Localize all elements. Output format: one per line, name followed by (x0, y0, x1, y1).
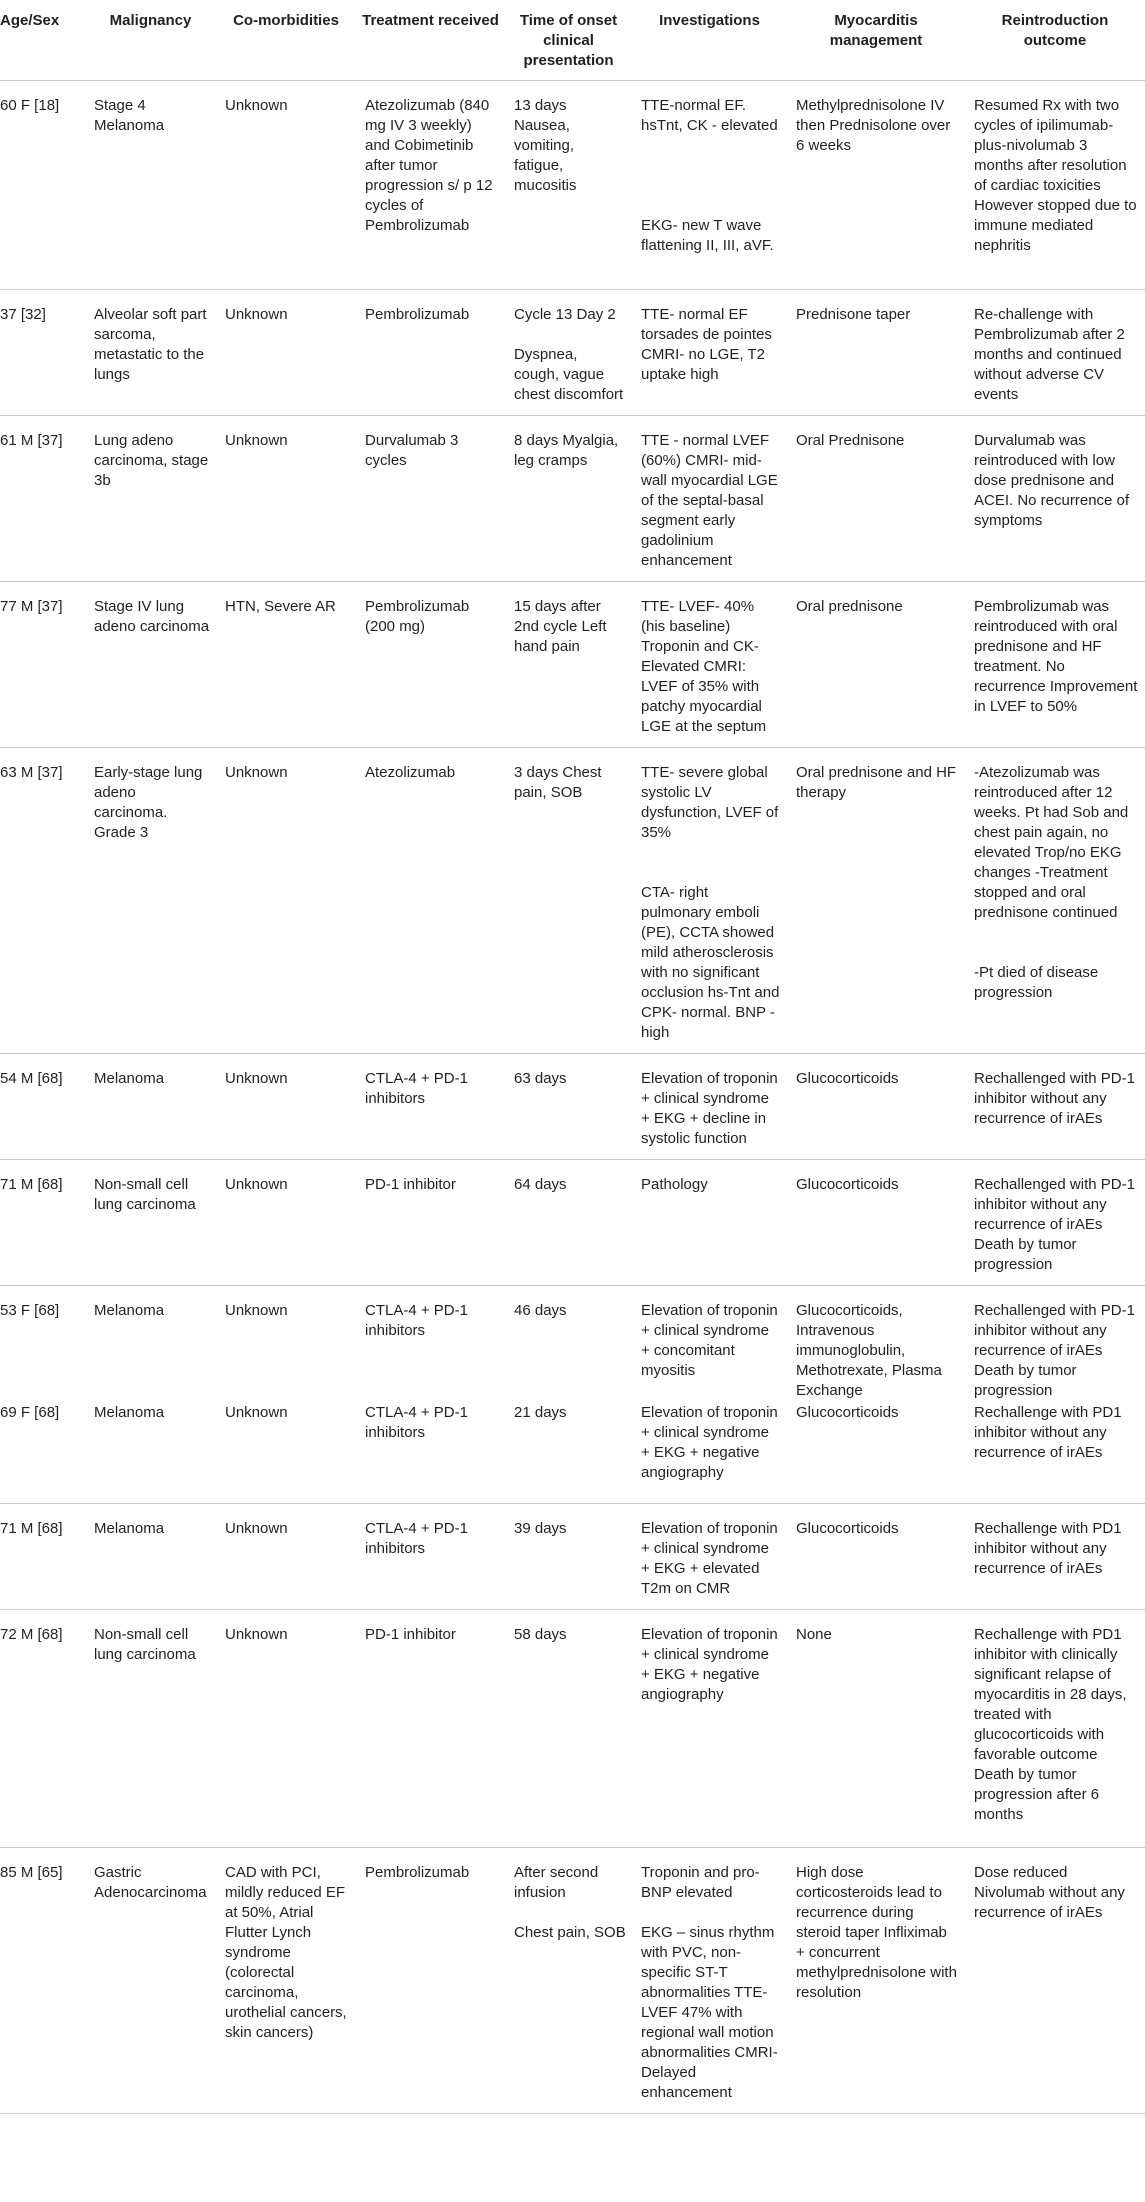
cell-onset: 64 days (505, 1160, 632, 1286)
table-row (0, 1054, 1145, 1160)
header-treatment: Treatment received (356, 0, 505, 81)
cell-malignancy: Melanoma (85, 1054, 216, 1160)
cell-investigations: TTE - normal LVEF (60%) CMRI- mid-wall myocardial LGE of the septal-basal segment early gadolinium enhancement (632, 416, 787, 582)
table-row (0, 1847, 1145, 2113)
cell-outcome: Rechallenged with PD-1 inhibitor without any recurrence of irAEs (965, 1054, 1145, 1160)
cell-treatment: CTLA-4 + PD-1 inhibitors (365, 1302, 468, 1339)
cell-onset: 39 days (505, 1503, 632, 1609)
cell-treatment: CTLA-4 + PD-1 inhibitors (356, 1403, 505, 1503)
cell-investigations: Elevation of troponin + clinical syndrome + EKG + elevated T2m on CMR (632, 1503, 787, 1609)
cell-management: Glucocorticoids (787, 1403, 965, 1503)
cell-onset: 58 days (505, 1609, 632, 1847)
cell-age: 61 M [37] (0, 416, 85, 582)
cell-onset (505, 1847, 632, 2113)
cell-outcome: Rechallenge with PD1 inhibitor without any recurrence of irAEs (965, 1503, 1145, 1609)
cell-outcome: Resumed Rx with two cycles of ipilimumab-plus-nivolumab 3 months after resolution of cardiac toxicities However stopped due to immune mediated nephritis (965, 81, 1145, 290)
cell-outcome: Rechallenged with PD-1 inhibitor without any recurrence of irAEs Death by tumor progression (965, 1160, 1145, 1286)
cell-management: None (787, 1609, 965, 1847)
cell-comorbidities: Unknown (216, 748, 356, 1054)
cell-outcome: Dose reduced Nivolumab without any recurrence of irAEs (965, 1847, 1145, 2113)
cell-malignancy: Alveolar soft part sarcoma, metastatic to the lungs (85, 290, 216, 416)
cell-management: Oral Prednisone (787, 416, 965, 582)
cell-malignancy: Melanoma (85, 1403, 216, 1503)
cell-onset: 21 days (505, 1403, 632, 1503)
cell-age: 63 M [37] (0, 748, 85, 1054)
cell-management: Glucocorticoids (787, 1054, 965, 1160)
cell-treatment: Atezolizumab (840 mg IV 3 weekly) and Cobimetinib after tumor progression s/ p 12 cycles of Pembrolizumab (356, 81, 505, 290)
cell-onset: 8 days Myalgia, leg cramps (505, 416, 632, 582)
table-row (0, 1403, 1145, 1503)
table-row (0, 1160, 1145, 1286)
table-row (0, 1286, 1145, 1404)
cell-comorbidities: Unknown (216, 1403, 356, 1503)
header-onset: Time of onset clinical presentation (505, 0, 632, 81)
investigations-part: Troponin and pro-BNP elevated (641, 1863, 760, 1901)
cell-investigations: TTE- normal EF torsades de pointes CMRI- no LGE, T2 uptake high (632, 290, 787, 416)
cell-management: Oral prednisone (787, 582, 965, 748)
cell-comorbidities: Unknown (216, 1160, 356, 1286)
cell-comorbidities: Unknown (225, 1302, 288, 1319)
cell-comorbidities: Unknown (216, 81, 356, 290)
cell-investigations (632, 81, 787, 290)
cell-age: 72 M [68] (0, 1609, 85, 1847)
table-row (0, 748, 1145, 1054)
cell-treatment: PD-1 inhibitor (356, 1609, 505, 1847)
cell-malignancy: Non-small cell lung carcinoma (85, 1160, 216, 1286)
cell-comorbidities: Unknown (216, 416, 356, 582)
cell-outcome: Rechallenge with PD1 inhibitor without any recurrence of irAEs (965, 1403, 1145, 1503)
cell-management: Glucocorticoids, Intravenous immunoglobulin, Methotrexate, Plasma Exchange (796, 1302, 942, 1399)
cell-age: 53 F [68] (0, 1302, 60, 1319)
cell-malignancy: Melanoma (94, 1302, 165, 1319)
cell-management: Methylprednisolone IV then Prednisolone over 6 weeks (787, 81, 965, 290)
onset-part: Cycle 13 Day 2 (514, 306, 616, 323)
header-age-sex: Age/Sex (0, 0, 85, 81)
outcome-part: -Atezolizumab was reintroduced after 12 weeks. Pt had Sob and chest pain again, no elevated Trop/no EKG changes -Treatment stopped and oral prednisone continued (974, 764, 1133, 921)
header-investigations: Investigations (632, 0, 787, 81)
cell-comorbidities: Unknown (216, 1054, 356, 1160)
onset-part: Chest pain, SOB (514, 1923, 626, 1941)
cell-treatment: Durvalumab 3 cycles (356, 416, 505, 582)
cell-age: 60 F [18] (0, 81, 85, 290)
cell-treatment: CTLA-4 + PD-1 inhibitors (356, 1503, 505, 1609)
cell-age: 71 M [68] (0, 1503, 85, 1609)
cell-treatment: Pembrolizumab (200 mg) (356, 582, 505, 748)
cell-malignancy: Stage 4 Melanoma (85, 81, 216, 290)
onset-part: Dyspnea, cough, vague chest discomfort (514, 346, 624, 403)
cell-age: 71 M [68] (0, 1160, 85, 1286)
cell-malignancy: Melanoma (85, 1503, 216, 1609)
cell-treatment: Pembrolizumab (356, 290, 505, 416)
onset-part: After second infusion (514, 1863, 603, 1901)
investigations-part: CTA- right pulmonary emboli (PE), CCTA showed mild atherosclerosis with no significant occlusion hs-Tnt and CPK- normal. BNP - high (641, 884, 784, 1041)
investigations-part: TTE-normal EF. hsTnt, CK - elevated (641, 97, 778, 134)
cell-investigations: TTE- LVEF- 40% (his baseline) Troponin and CK- Elevated CMRI: LVEF of 35% with patchy myocardial LGE at the septum (632, 582, 787, 748)
cell-age: 54 M [68] (0, 1054, 85, 1160)
cell-comorbidities: Unknown (216, 1609, 356, 1847)
header-row (0, 0, 1145, 81)
cell-investigations: Elevation of troponin + clinical syndrome + EKG + decline in systolic function (632, 1054, 787, 1160)
investigations-part: EKG – sinus rhythm with PVC, non-specific ST-T abnormalities TTE- LVEF 47% with regional wall motion abnormalities CMRI- Delayed enhancement (641, 1923, 782, 2101)
cell-outcome (965, 748, 1145, 1054)
cell-onset (505, 290, 632, 416)
cell-malignancy: Lung adeno carcinoma, stage 3b (85, 416, 216, 582)
cell-investigations: Elevation of troponin + clinical syndrome + EKG + negative angiography (632, 1609, 787, 1847)
cell-age: 77 M [37] (0, 582, 85, 748)
table-row (0, 290, 1145, 416)
cell-comorbidities: Unknown (216, 290, 356, 416)
cell-comorbidities: Unknown (216, 1503, 356, 1609)
cell-onset: 13 days Nausea, vomiting, fatigue, mucositis (505, 81, 632, 290)
cell-outcome: Pembrolizumab was reintroduced with oral prednisone and HF treatment. No recurrence Improvement in LVEF to 50% (965, 582, 1145, 748)
table-row (0, 416, 1145, 582)
cell-investigations: Elevation of troponin + clinical syndrome + concomitant myositis (641, 1302, 778, 1379)
header-malignancy: Malignancy (85, 0, 216, 81)
header-management: Myocarditis management (787, 0, 965, 81)
cell-management: High dose corticosteroids lead to recurrence during steroid taper Infliximab + concurrent methylprednisolone with resolution (787, 1847, 965, 2113)
cell-malignancy: Early-stage lung adeno carcinoma. Grade 3 (85, 748, 216, 1054)
cell-treatment: PD-1 inhibitor (356, 1160, 505, 1286)
header-comorbidities: Co-morbidities (216, 0, 356, 81)
cell-outcome: Rechallenge with PD1 inhibitor with clinically significant relapse of myocarditis in 28 days, treated with glucocorticoids with favorable outcome Death by tumor progression after 6 months (965, 1609, 1145, 1847)
cell-age: 69 F [68] (0, 1403, 85, 1503)
cell-management: Oral prednisone and HF therapy (787, 748, 965, 1054)
header-outcome: Reintroduction outcome (965, 0, 1145, 81)
investigations-part: TTE- severe global systolic LV dysfunction, LVEF of 35% (641, 764, 783, 841)
cell-investigations (632, 1847, 787, 2113)
cell-malignancy: Gastric Adenocarcinoma (85, 1847, 216, 2113)
cell-malignancy: Stage IV lung adeno carcinoma (85, 582, 216, 748)
table-row (0, 1503, 1145, 1609)
cell-outcome: Durvalumab was reintroduced with low dose prednisone and ACEI. No recurrence of symptoms (965, 416, 1145, 582)
cell-onset: 46 days (514, 1302, 567, 1319)
cell-onset: 63 days (505, 1054, 632, 1160)
cell-management: Glucocorticoids (787, 1160, 965, 1286)
cell-treatment: CTLA-4 + PD-1 inhibitors (356, 1054, 505, 1160)
cell-comorbidities: HTN, Severe AR (216, 582, 356, 748)
cell-outcome: Re-challenge with Pembrolizumab after 2 months and continued without adverse CV events (965, 290, 1145, 416)
table-row (0, 81, 1145, 290)
cell-age: 37 [32] (0, 290, 85, 416)
cell-age: 85 M [65] (0, 1847, 85, 2113)
cell-investigations: Elevation of troponin + clinical syndrome + EKG + negative angiography (632, 1403, 787, 1503)
cell-investigations: Pathology (632, 1160, 787, 1286)
cell-treatment: Atezolizumab (356, 748, 505, 1054)
investigations-part: EKG- new T wave flattening II, III, aVF. (641, 217, 774, 254)
cell-outcome: Rechallenged with PD-1 inhibitor without any recurrence of irAEs Death by tumor progression (974, 1302, 1135, 1399)
cell-management: Glucocorticoids (787, 1503, 965, 1609)
outcome-part: -Pt died of disease progression (974, 964, 1103, 1001)
cell-investigations (632, 748, 787, 1054)
cell-onset: 3 days Chest pain, SOB (505, 748, 632, 1054)
cell-malignancy: Non-small cell lung carcinoma (85, 1609, 216, 1847)
cell-treatment: Pembrolizumab (356, 1847, 505, 2113)
cell-onset: 15 days after 2nd cycle Left hand pain (505, 582, 632, 748)
cell-comorbidities: CAD with PCI, mildly reduced EF at 50%, Atrial Flutter Lynch syndrome (colorectal carcinoma, urothelial cancers, skin cancers) (216, 1847, 356, 2113)
table-row (0, 1609, 1145, 1847)
cell-management: Prednisone taper (787, 290, 965, 416)
table-row (0, 582, 1145, 748)
